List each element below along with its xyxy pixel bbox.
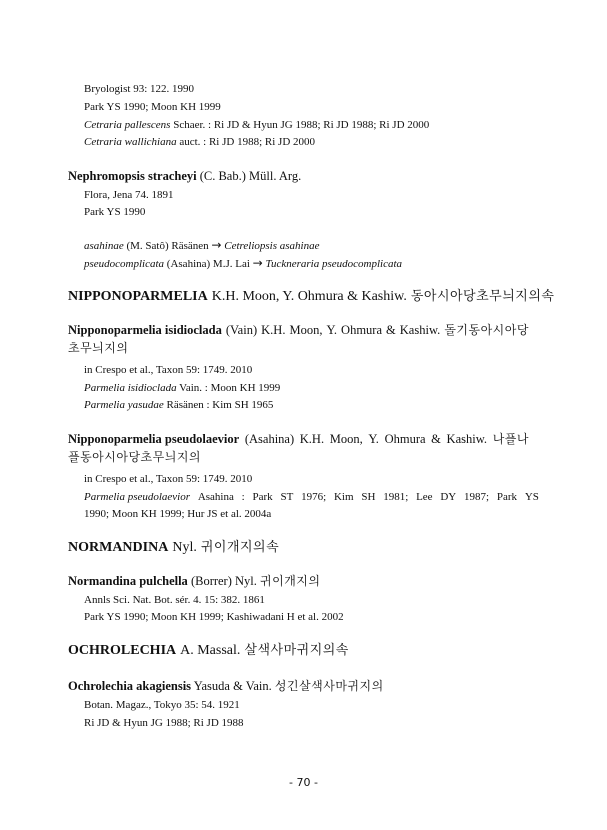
citation-word: Lee	[416, 491, 433, 503]
excluded-author: (Asahina) M.J. Lai	[164, 258, 253, 270]
synonym-citation: auct. : Ri JD 1988; Ri JD 2000	[176, 136, 316, 148]
synonym-citation-continued: 1990; Moon KH 1999; Hur JS et al. 2004a	[84, 508, 272, 520]
reference-line: in Crespo et al., Taxon 59: 1749. 2010	[84, 473, 253, 485]
excluded-author: (M. Satô) Räsänen	[123, 240, 212, 252]
citation-word: DY	[440, 491, 457, 503]
excluded-epithet: asahinae	[84, 240, 124, 252]
korean-name-continued: 플동아시아당초무늬지의	[68, 450, 202, 464]
citation-word: 1987;	[464, 491, 490, 503]
citation-word: Park	[252, 491, 273, 503]
excluded-name-line	[84, 256, 402, 271]
synonym-name: Parmelia yasudae	[84, 399, 164, 411]
species-entry	[68, 431, 529, 447]
author-word: (Asahina)	[244, 432, 295, 446]
korean-name: 성긴살색사마귀지의	[274, 679, 384, 693]
genus-name: NIPPONOPARMELIA	[68, 289, 208, 304]
reference-line: in Crespo et al., Taxon 59: 1749. 2010	[84, 364, 253, 376]
excluded-name-line	[84, 238, 319, 253]
reference-line: Botan. Magaz., Tokyo 35: 54. 1921	[84, 699, 240, 711]
synonym-line	[84, 381, 280, 395]
author-word: (Vain)	[225, 323, 258, 337]
genus-author: A. Massal.	[180, 643, 241, 658]
arrow-right-icon: →	[211, 238, 222, 252]
author-word: Ohmura	[384, 432, 426, 446]
species-entry	[68, 168, 301, 184]
author-word: Moon,	[289, 323, 323, 337]
page-number: - 70 -	[289, 776, 318, 789]
genus-heading	[68, 288, 554, 306]
synonym-name: Cetraria wallichiana	[84, 136, 177, 148]
synonym-citation: Schaer. : Ri JD & Hyun JG 1988; Ri JD 1988; Ri JD 2000	[170, 119, 430, 131]
species-entry	[68, 678, 384, 694]
species-author: (C. Bab.) Müll. Arg.	[196, 169, 302, 183]
arrow-right-icon: →	[252, 256, 263, 270]
genus-author: K.H. Moon, Y. Ohmura & Kashiw.	[211, 289, 407, 304]
genus-name: NORMANDINA	[68, 540, 169, 555]
author-word: Kashiw.	[399, 323, 441, 337]
reference-line: Bryologist 93: 122. 1990	[84, 83, 195, 95]
genus-name: OCHROLECHIA	[68, 643, 177, 658]
synonym-name: Parmelia pseudolaevior	[84, 491, 191, 503]
synonym-citation: Vain. : Moon KH 1999	[176, 382, 281, 394]
korean-name-continued: 초무늬지의	[68, 341, 129, 355]
synonym-name: Cetraria pallescens	[84, 119, 171, 131]
species-name: Ochrolechia akagiensis	[68, 679, 192, 693]
genus-korean-name: 귀이개지의속	[200, 540, 280, 555]
synonym-name: Parmelia isidioclada	[84, 382, 177, 394]
synonym-citation: Räsänen : Kim SH 1965	[163, 399, 274, 411]
author-word: K.H.	[261, 323, 286, 337]
genus-author: Nyl.	[172, 540, 197, 555]
genus-heading	[68, 642, 349, 660]
reference-line: Park YS 1990	[84, 206, 146, 218]
reference-line: Annls Sci. Nat. Bot. sér. 4. 15: 382. 1861	[84, 594, 265, 606]
korean-name: 나플나	[492, 432, 529, 446]
reference-line: Park YS 1990; Moon KH 1999; Kashiwadani H et al. 2002	[84, 611, 344, 623]
author-word: &	[386, 323, 396, 337]
citation-word: 1976;	[301, 491, 327, 503]
genus-korean-name: 동아시아당초무늬지의속	[410, 289, 555, 304]
citation-word: SH	[361, 491, 376, 503]
reference-line: Ri JD & Hyun JG 1988; Ri JD 1988	[84, 717, 244, 729]
author-word: Moon,	[329, 432, 363, 446]
author-word: Y.	[326, 323, 338, 337]
korean-name: 귀이개지의	[260, 574, 321, 588]
citation-word: Asahina	[197, 491, 234, 503]
citation-word: 1981;	[383, 491, 409, 503]
citation-word: Park	[496, 491, 518, 503]
species-entry	[68, 573, 320, 589]
citation-word: ST	[280, 491, 294, 503]
species-entry	[68, 322, 529, 338]
author-word: Y.	[368, 432, 379, 446]
excluded-target: Cetreliopsis asahinae	[221, 240, 320, 252]
species-name: Nipponoparmelia pseudolaevior	[68, 432, 240, 446]
genus-heading	[68, 539, 279, 557]
excluded-epithet: pseudocomplicata	[84, 258, 165, 270]
author-word: &	[431, 432, 441, 446]
synonym-line	[84, 490, 539, 504]
species-name: Nephromopsis stracheyi	[68, 169, 197, 183]
synonym-line	[84, 118, 429, 132]
species-name: Normandina pulchella	[68, 574, 188, 588]
author-word: Kashiw.	[446, 432, 488, 446]
excluded-target: Tuckneraria pseudocomplicata	[262, 258, 403, 270]
reference-line: Park YS 1990; Moon KH 1999	[84, 101, 221, 113]
author-word: Ohmura	[341, 323, 383, 337]
genus-korean-name: 살색사마귀지의속	[244, 643, 349, 658]
citation-word: Kim	[333, 491, 354, 503]
synonym-line	[84, 398, 273, 412]
species-author: (Borrer) Nyl.	[187, 574, 261, 588]
korean-name: 돌기동아시아당	[444, 323, 529, 337]
author-word: K.H.	[299, 432, 325, 446]
species-author: Yasuda & Vain.	[191, 679, 275, 693]
species-name: Nipponoparmelia isidioclada	[68, 323, 222, 337]
synonym-line	[84, 135, 315, 149]
citation-word: YS	[524, 491, 539, 503]
reference-line: Flora, Jena 74. 1891	[84, 189, 174, 201]
citation-word: :	[241, 491, 245, 503]
